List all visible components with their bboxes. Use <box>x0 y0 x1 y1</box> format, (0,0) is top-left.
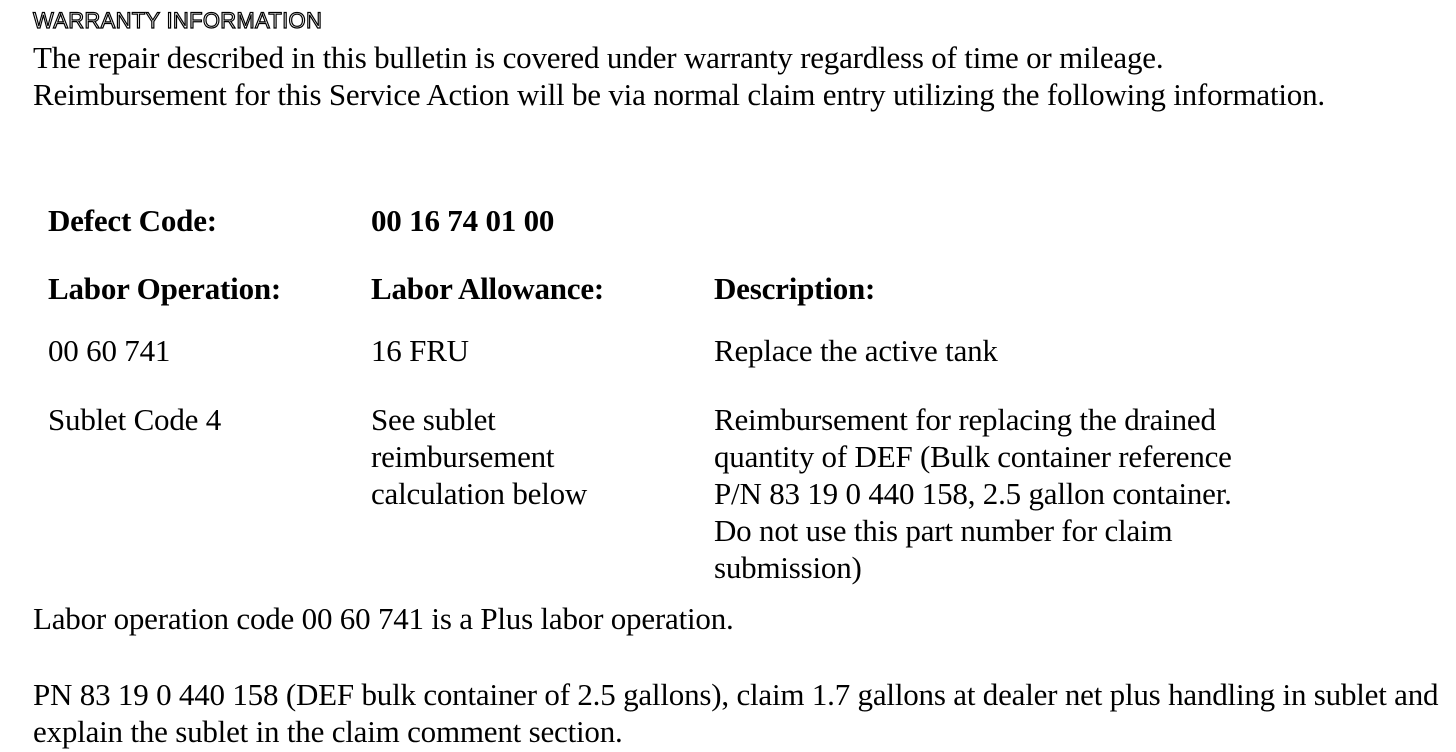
defect-code-label: Defect Code: <box>48 203 217 238</box>
defect-code-value: 00 16 74 01 00 <box>371 203 555 238</box>
row2-labor-operation: Sublet Code 4 <box>48 402 222 437</box>
header-labor-operation: Labor Operation: <box>48 271 282 306</box>
row1-labor-allowance: 16 FRU <box>371 333 469 368</box>
header-description: Description: <box>714 271 876 306</box>
row1-description: Replace the active tank <box>714 333 998 368</box>
def-claim-note: PN 83 19 0 440 158 (DEF bulk container of 2.5 gallons), claim 1.7 gallons at dealer net plus handling in sublet and explain the sublet in the claim comment section. <box>33 677 1439 749</box>
row2-labor-allowance: See sublet reimbursement calculation below <box>371 402 588 511</box>
row2-description: Reimbursement for replacing the drained quantity of DEF (Bulk container reference P/N 83 19 0 440 158, 2.5 gallon container. Do not use this part number for claim submission) <box>714 402 1232 585</box>
plus-labor-note: Labor operation code 00 60 741 is a Plus labor operation. <box>33 601 734 636</box>
intro-paragraph: The repair described in this bulletin is covered under warranty regardless of time or mileage. Reimbursement for this Service Action will be via normal claim entry utilizing the following information. <box>33 40 1325 112</box>
header-labor-allowance: Labor Allowance: <box>371 271 605 306</box>
row1-labor-operation: 00 60 741 <box>48 333 171 368</box>
section-heading: WARRANTY INFORMATION <box>33 8 323 33</box>
